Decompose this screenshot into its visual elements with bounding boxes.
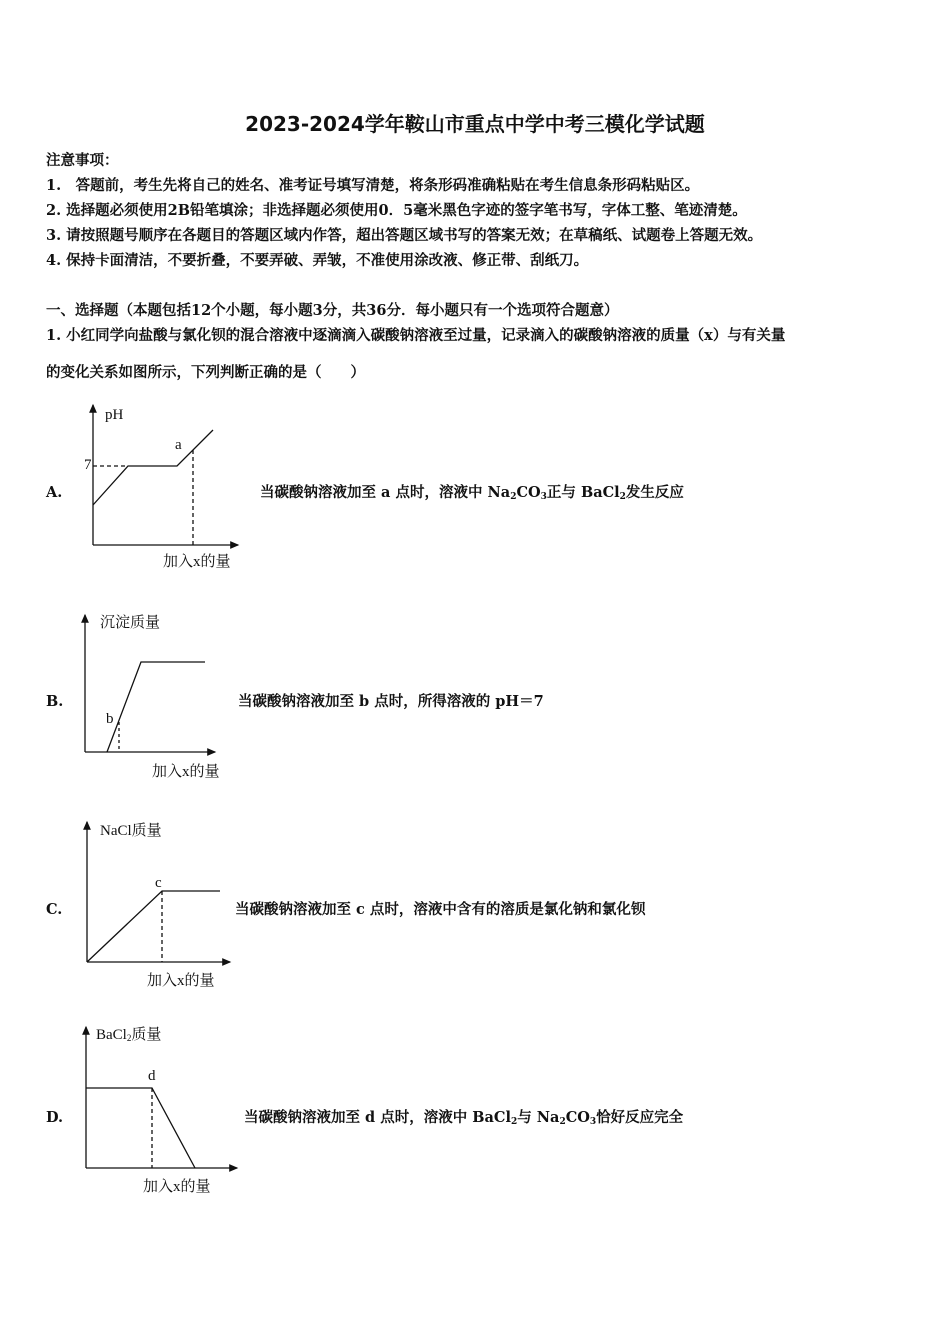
graph-d xyxy=(86,1027,237,1168)
option-letter: B. xyxy=(46,693,64,710)
graph-a xyxy=(93,405,238,545)
notice-heading: 注意事项： xyxy=(46,152,119,169)
nacl-curve xyxy=(87,891,220,962)
point-label: c xyxy=(155,875,162,891)
axis-label: BaCl$_2$质量 xyxy=(96,1027,162,1043)
option-letter: A. xyxy=(46,484,63,501)
option-statement: 当碳酸钠溶液加至 c 点时，溶液中含有的溶质是氯化钠和氯化钡 xyxy=(235,901,646,918)
notice-item: 2. 选择题必须使用2B铅笔填涂；非选择题必须使用0．5毫米黑色字迹的签字笔书写，字体工整、笔迹清楚。 xyxy=(46,202,747,219)
ph-curve xyxy=(93,430,213,505)
question-text: 1. 小红同学向盐酸与氯化钡的混合溶液中逐滴滴入碳酸钠溶液至过量，记录滴入的碳酸钠溶液的质量（x）与有关量 xyxy=(46,327,786,344)
point-label: b xyxy=(106,711,114,727)
axis-label: 沉淀质量 xyxy=(100,615,161,631)
option-letter: C. xyxy=(46,901,63,918)
notice-item: 1. 答题前，考生先将自己的姓名、准考证号填写清楚，将条形码准确粘贴在考生信息条形码粘贴区。 xyxy=(46,177,700,194)
axis-label: 加入x的量 xyxy=(147,973,215,989)
point-label: d xyxy=(148,1068,156,1084)
axis-label: pH xyxy=(105,407,124,423)
graph-b xyxy=(85,615,215,752)
bacl2-curve xyxy=(86,1088,195,1168)
question-text: 的变化关系如图所示，下列判断正确的是（ ） xyxy=(46,364,365,381)
point-label: a xyxy=(175,437,182,453)
tick-label: 7 xyxy=(84,457,92,473)
section-heading: 一、选择题（本题包括12个小题，每小题3分，共36分．每小题只有一个选项符合题意） xyxy=(46,302,619,319)
page-title: 2023-2024学年鞍山市重点中学中考三模化学试题 xyxy=(245,112,705,136)
axis-label: 加入x的量 xyxy=(163,554,231,570)
axis-label: NaCl质量 xyxy=(100,823,162,839)
notice-item: 3. 请按照题号顺序在各题目的答题区域内作答，超出答题区域书写的答案无效；在草稿纸、试题卷上答题无效。 xyxy=(46,227,763,244)
option-statement: 当碳酸钠溶液加至 a 点时，溶液中 $Na_2CO_3$正与 BaCl$_2$发生反应 xyxy=(260,484,684,502)
option-statement: 当碳酸钠溶液加至 d 点时，溶液中 BaCl$_2$与 $Na_2CO_3$恰好反应完全 xyxy=(244,1109,684,1127)
notice-item: 4. 保持卡面清洁，不要折叠，不要弄破、弄皱，不准使用涂改液、修正带、刮纸刀。 xyxy=(46,252,589,269)
axis-label: 加入x的量 xyxy=(152,764,220,780)
graph-c xyxy=(87,822,230,962)
option-letter: D. xyxy=(46,1109,64,1126)
option-statement: 当碳酸钠溶液加至 b 点时，所得溶液的 pH＝7 xyxy=(238,693,544,710)
precipitate-curve xyxy=(107,662,205,752)
axis-label: 加入x的量 xyxy=(143,1179,211,1195)
